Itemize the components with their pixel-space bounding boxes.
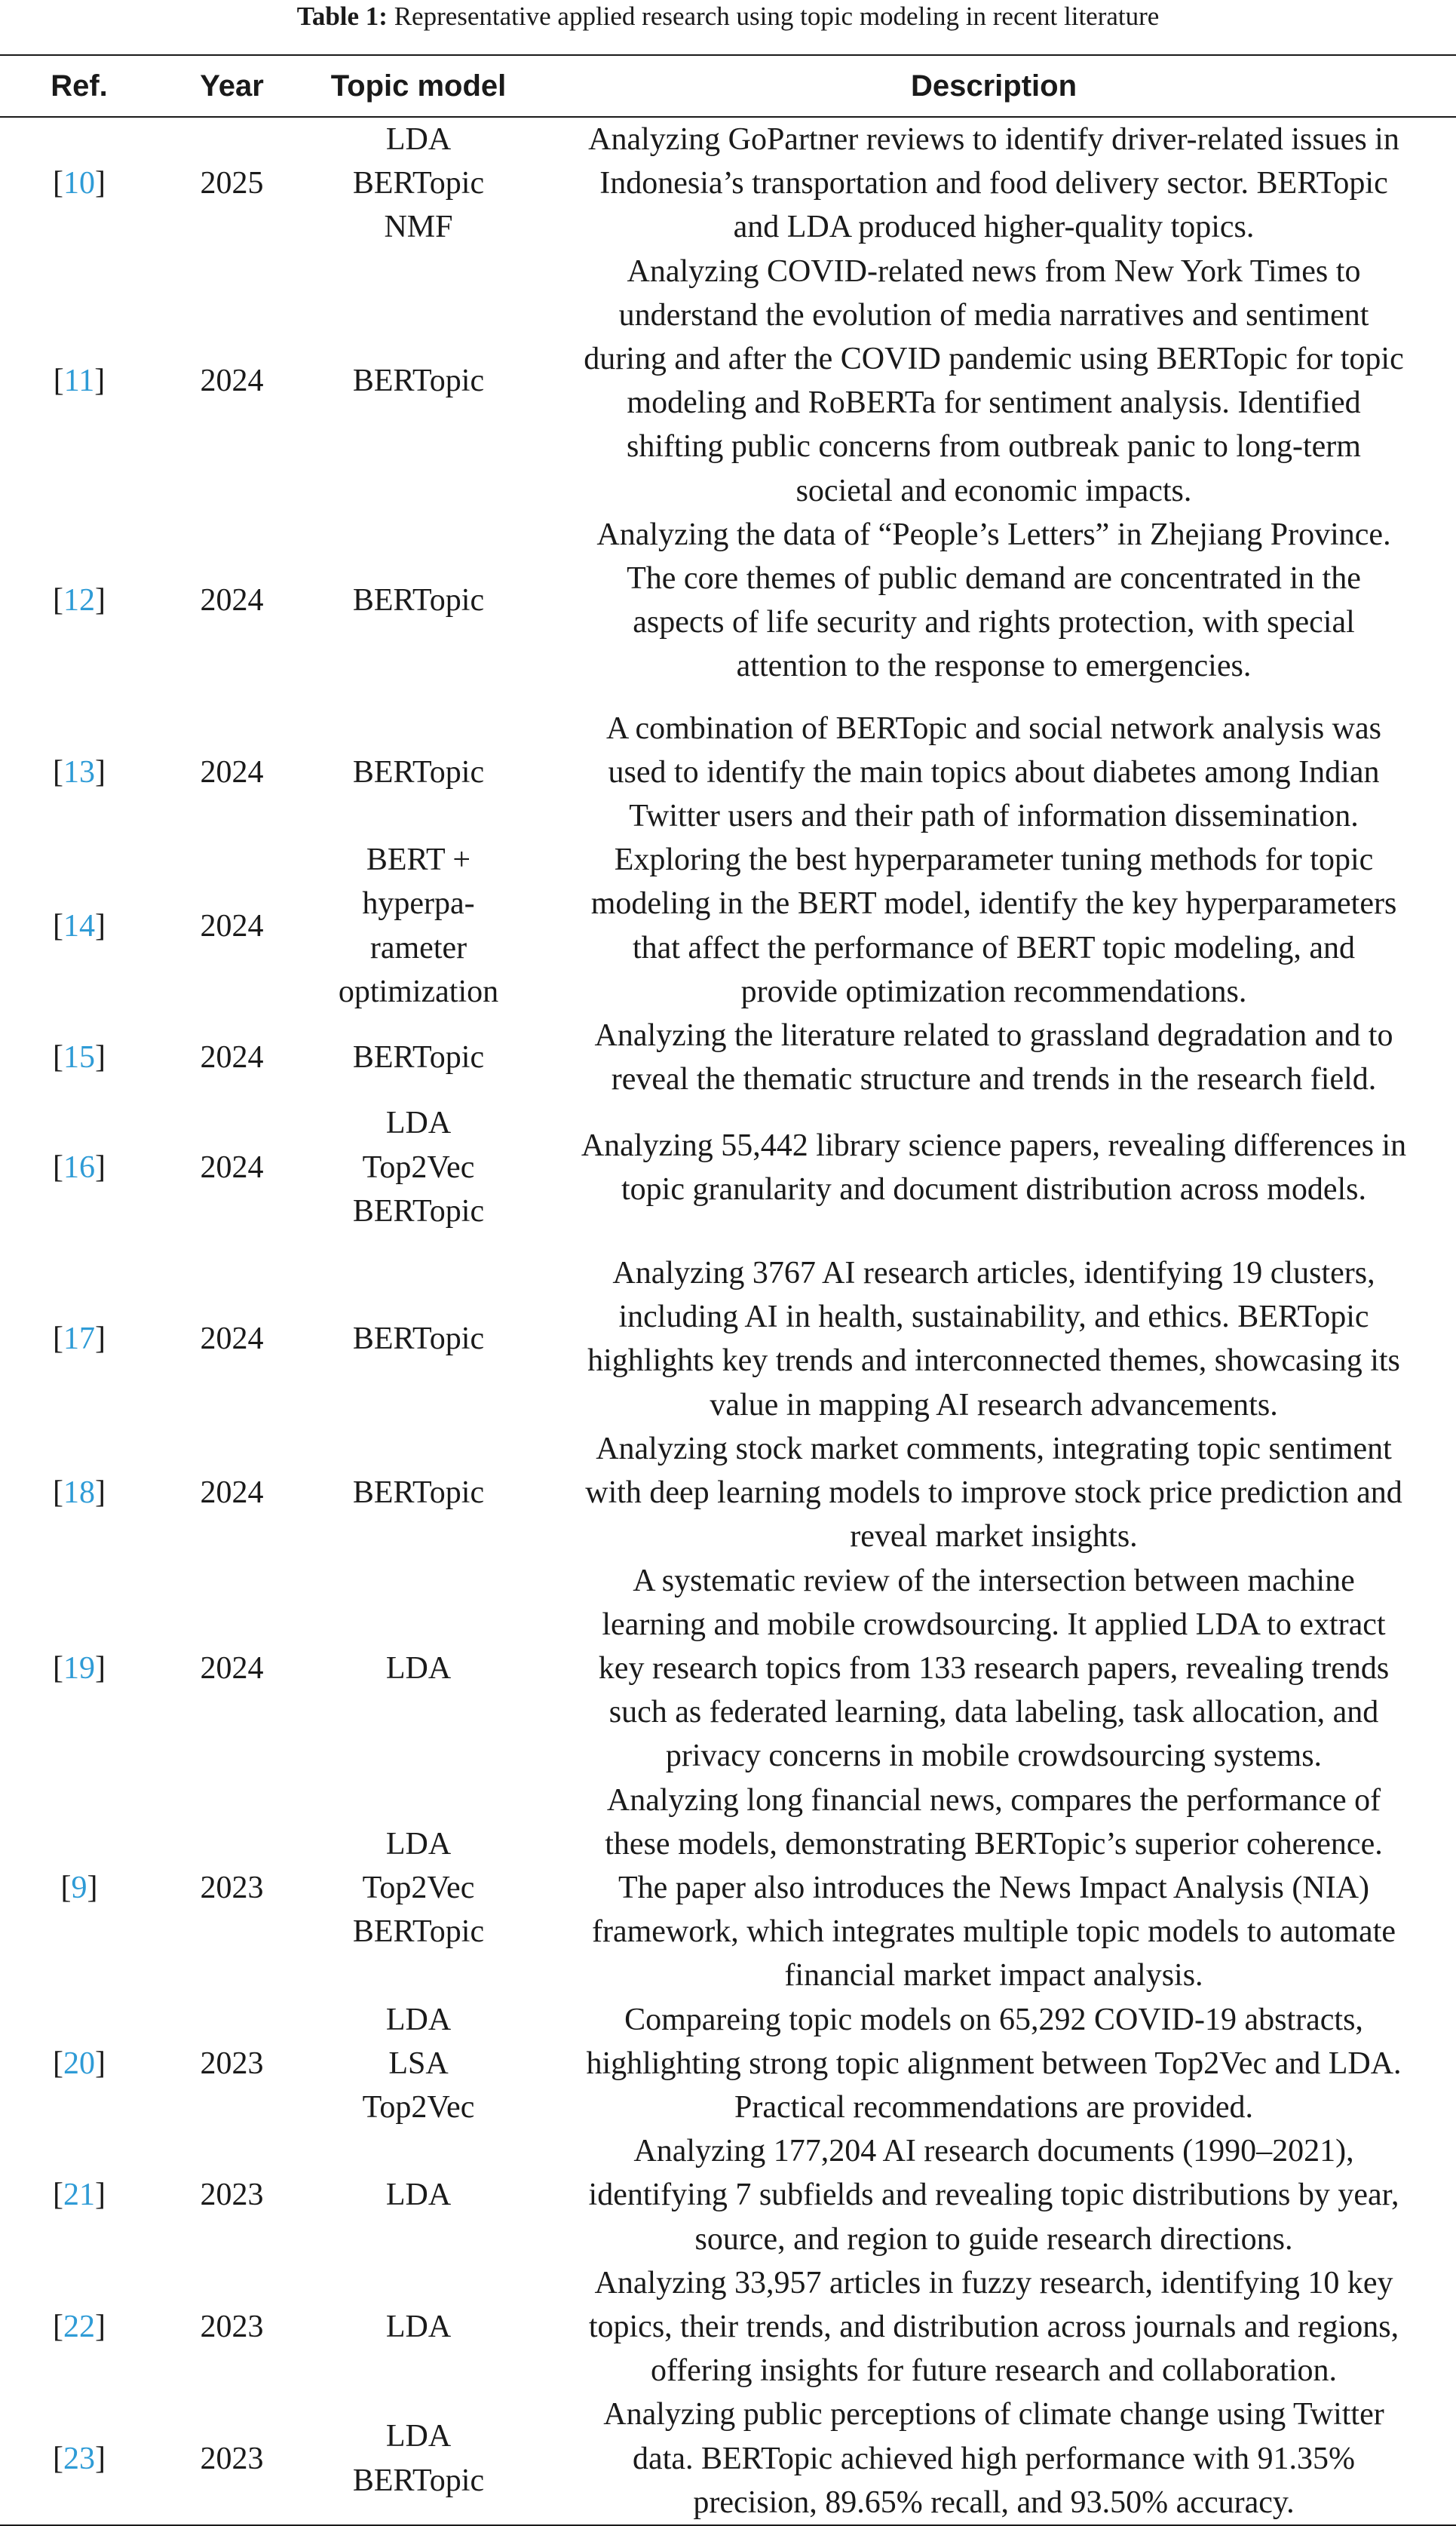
topic-model-name: BERTopic [352,754,485,790]
description-line: value in mapping AI research advancements. [710,1387,1278,1423]
cell-description [532,1779,1456,1998]
topic-model-name: BERTopic [352,166,485,201]
table-row [0,250,1456,513]
table-row [0,2261,1456,2393]
description-line: used to identify the main topics about diabetes among Indian [608,754,1380,790]
cell-ref: [23] [53,2441,106,2476]
description-line: highlighting strong topic alignment between Top2Vec and LDA. [586,2046,1402,2081]
description-line: data. BERTopic achieved high performance with 91.35% [633,2441,1355,2476]
citation-link[interactable]: 10 [63,166,95,201]
cell-ref: [15] [53,1040,106,1076]
topic-model-name: BERTopic [352,583,485,618]
cell-year: 2025 [200,166,264,201]
citation-link[interactable]: 16 [63,1149,95,1185]
description-line: modeling in the BERT model, identify the key hyperparameters [590,886,1397,922]
cell-description [532,2261,1456,2393]
cell-topic-model [305,1101,532,1251]
cell-year: 2024 [200,1475,264,1511]
cell-topic-model [305,250,532,513]
description-line: The paper also introduces the News Impact Analysis (NIA) [618,1870,1370,1905]
citation-link[interactable]: 14 [63,908,95,944]
column-header-ref: Ref. [51,69,108,103]
description-line: and LDA produced higher-quality topics. [733,210,1255,245]
cell-year: 2024 [200,754,264,790]
cell-topic-model [305,1998,532,2130]
description-line: Analyzing long financial news, compares the performance of [606,1782,1381,1818]
cell-topic-model [305,707,532,839]
description-line: Analyzing the literature related to grassland degradation and to [594,1018,1393,1054]
description-line: societal and economic impacts. [795,473,1192,508]
cell-year: 2024 [200,364,264,399]
table-row [0,1998,1456,2130]
description-line: framework, which integrates multiple topic models to automate [591,1914,1396,1950]
topic-model-name: hyperpa- [362,886,475,922]
cell-year: 2023 [200,1870,264,1905]
citation-link[interactable]: 22 [63,2309,95,2344]
description-line: topic granularity and document distribution across models. [621,1171,1366,1207]
description-line: precision, 89.65% recall, and 93.50% accuracy. [693,2485,1295,2520]
description-line: topics, their trends, and distribution across journals and regions, [588,2309,1399,2344]
description-line: privacy concerns in mobile crowdsourcing systems. [665,1739,1323,1774]
description-line: attention to the response to emergencies. [736,649,1252,684]
cell-description [532,1998,1456,2130]
research-table [0,54,1456,2526]
cell-topic-model [305,838,532,1014]
description-line: such as federated learning, data labeling, task allocation, and [608,1695,1379,1730]
cell-ref: [9] [60,1870,98,1905]
description-line: Analyzing public perceptions of climate change using Twitter [603,2397,1384,2432]
cell-description [532,1559,1456,1779]
cell-description [532,2392,1456,2525]
description-line: aspects of life security and rights protection, with special [633,605,1355,640]
cell-ref: [12] [53,583,106,618]
description-line: during and after the COVID pandemic using BERTopic for topic [584,342,1404,377]
cell-description [532,838,1456,1014]
cell-ref: [17] [53,1321,106,1357]
cell-ref: [11] [53,364,106,399]
description-line: Compareing topic models on 65,292 COVID-19 abstracts, [624,2002,1363,2037]
description-line: modeling and RoBERTa for sentiment analysis. Identified [627,385,1361,421]
table-row [0,1427,1456,1559]
citation-link[interactable]: 21 [63,2178,95,2213]
description-line: reveal market insights. [850,1519,1138,1555]
topic-model-name: NMF [384,210,453,245]
description-line: learning and mobile crowdsourcing. It applied LDA to extract [602,1607,1386,1642]
description-line: Analyzing GoPartner reviews to identify driver-related issues in [588,122,1399,157]
description-line: reveal the thematic structure and trends in the research field. [611,1062,1377,1097]
cell-year: 2023 [200,2441,264,2476]
description-line: Twitter users and their path of information dissemination. [629,799,1359,834]
cell-description [532,1101,1456,1251]
cell-topic-model [305,1251,532,1427]
cell-topic-model [305,2392,532,2525]
topic-model-name: BERTopic [352,1321,485,1357]
description-line: source, and region to guide research directions. [694,2221,1293,2257]
description-line: financial market impact analysis. [784,1958,1203,1993]
cell-ref: [19] [53,1650,106,1686]
topic-model-name: Top2Vec [362,2089,475,2125]
description-line: Analyzing 55,442 library science papers, revealing differences in [581,1128,1407,1163]
cell-topic-model [305,1014,532,1101]
citation-link[interactable]: 17 [63,1321,95,1357]
cell-topic-model [305,1779,532,1998]
topic-model-name: Top2Vec [362,1149,475,1185]
cell-ref: [16] [53,1149,106,1185]
topic-model-name: BERTopic [352,1040,485,1076]
description-line: Analyzing 3767 AI research articles, identifying 19 clusters, [612,1256,1375,1291]
cell-description [532,513,1456,707]
citation-link[interactable]: 12 [63,583,95,618]
table-row [0,1779,1456,1998]
cell-description [532,707,1456,839]
cell-year: 2024 [200,1040,264,1076]
cell-topic-model [305,2129,532,2261]
cell-year: 2023 [200,2309,264,2344]
table-caption [0,0,1456,33]
topic-model-name: BERT + [366,843,471,878]
table-row [0,1251,1456,1427]
description-line: with deep learning models to improve stock price prediction and [585,1475,1402,1511]
cell-year: 2024 [200,583,264,618]
description-line: The core themes of public demand are concentrated in the [627,561,1361,597]
cell-ref: [13] [53,754,106,790]
description-line: Indonesia’s transportation and food delivery sector. BERTopic [599,166,1388,201]
cell-topic-model [305,513,532,707]
table-row [0,2392,1456,2525]
cell-description [532,2129,1456,2261]
cell-ref: [18] [53,1475,106,1511]
cell-year: 2023 [200,2046,264,2081]
citation-link[interactable]: 23 [63,2441,95,2476]
cell-year: 2024 [200,1650,264,1686]
topic-model-name: LDA [385,122,452,157]
cell-description [532,1251,1456,1427]
topic-model-name: BERTopic [352,1914,485,1950]
topic-model-name: LDA [385,2002,452,2037]
table-row [0,838,1456,1014]
description-line: Analyzing stock market comments, integrating topic sentiment [596,1431,1392,1466]
topic-model-name: Top2Vec [362,1870,475,1905]
cell-topic-model [305,2261,532,2393]
description-line: A systematic review of the intersection between machine [633,1563,1355,1598]
table-row [0,117,1456,250]
cell-ref: [20] [53,2046,106,2081]
citation-link[interactable]: 11 [63,364,95,399]
description-line: offering insights for future research and collaboration. [650,2353,1338,2389]
description-line: A combination of BERTopic and social network analysis was [605,711,1381,746]
table-row [0,513,1456,707]
citation-link[interactable]: 13 [63,754,95,790]
table-row [0,2129,1456,2261]
caption-text: Representative applied research using topic modeling in recent literature [394,2,1160,31]
description-line: shifting public concerns from outbreak panic to long-term [627,429,1361,465]
caption-label: Table 1: [296,2,388,31]
cell-ref: [21] [53,2178,106,2213]
cell-topic-model [305,1559,532,1779]
cell-ref: [14] [53,908,106,944]
column-header-topic-model: Topic model [330,69,507,103]
cell-year: 2024 [200,1149,264,1185]
cell-ref: [10] [53,166,106,201]
cell-description [532,250,1456,513]
description-line: including AI in health, sustainability, and ethics. BERTopic [618,1300,1369,1335]
topic-model-name: LDA [385,2178,452,2213]
description-line: that affect the performance of BERT topic modeling, and [632,930,1356,965]
topic-model-name: LDA [385,1106,452,1141]
table-body [0,117,1456,2525]
description-line: Practical recommendations are provided. [734,2089,1254,2125]
topic-model-name: optimization [338,974,499,1009]
topic-model-name: LSA [388,2046,449,2081]
topic-model-name: LDA [385,2419,452,2454]
citation-link[interactable]: 20 [63,2046,95,2081]
description-line: Exploring the best hyperparameter tuning methods for topic [614,843,1374,878]
cell-description [532,1427,1456,1559]
description-line: Analyzing the data of “People’s Letters” in Zhejiang Province. [596,517,1391,552]
description-line: understand the evolution of media narratives and sentiment [618,297,1369,333]
description-line: highlights key trends and interconnected themes, showcasing its [587,1343,1400,1379]
table-row [0,707,1456,839]
description-line: these models, demonstrating BERTopic’s superior coherence. [605,1826,1383,1862]
column-header-description: Description [910,69,1077,103]
column-header-year: Year [200,69,264,103]
table-row [0,1101,1456,1251]
citation-link[interactable]: 15 [63,1040,95,1076]
description-line: key research topics from 133 research papers, revealing trends [598,1650,1390,1686]
topic-model-name: BERTopic [352,1193,485,1229]
topic-model-name: BERTopic [352,2463,485,2498]
cell-year: 2024 [200,1321,264,1357]
description-line: Analyzing 177,204 AI research documents (1990–2021), [633,2134,1354,2169]
citation-link[interactable]: 9 [71,1870,87,1905]
cell-year: 2023 [200,2178,264,2213]
description-line: provide optimization recommendations. [740,974,1247,1009]
topic-model-name: LDA [385,1650,452,1686]
description-line: identifying 7 subfields and revealing topic distributions by year, [588,2178,1399,2213]
cell-ref: [22] [53,2309,106,2344]
topic-model-name: LDA [385,1826,452,1862]
cell-topic-model [305,117,532,250]
citation-link[interactable]: 19 [63,1650,95,1686]
table-row [0,1559,1456,1779]
citation-link[interactable]: 18 [63,1475,95,1511]
table-row [0,1014,1456,1101]
description-line: Analyzing COVID-related news from New York Times to [627,253,1361,289]
table-header-row [0,55,1456,117]
cell-year: 2024 [200,908,264,944]
topic-model-name: BERTopic [352,364,485,399]
topic-model-name: LDA [385,2309,452,2344]
description-line: Analyzing 33,957 articles in fuzzy research, identifying 10 key [594,2265,1393,2300]
topic-model-name: rameter [369,930,467,965]
topic-model-name: BERTopic [352,1475,485,1511]
cell-topic-model [305,1427,532,1559]
cell-description [532,1014,1456,1101]
cell-description [532,117,1456,250]
